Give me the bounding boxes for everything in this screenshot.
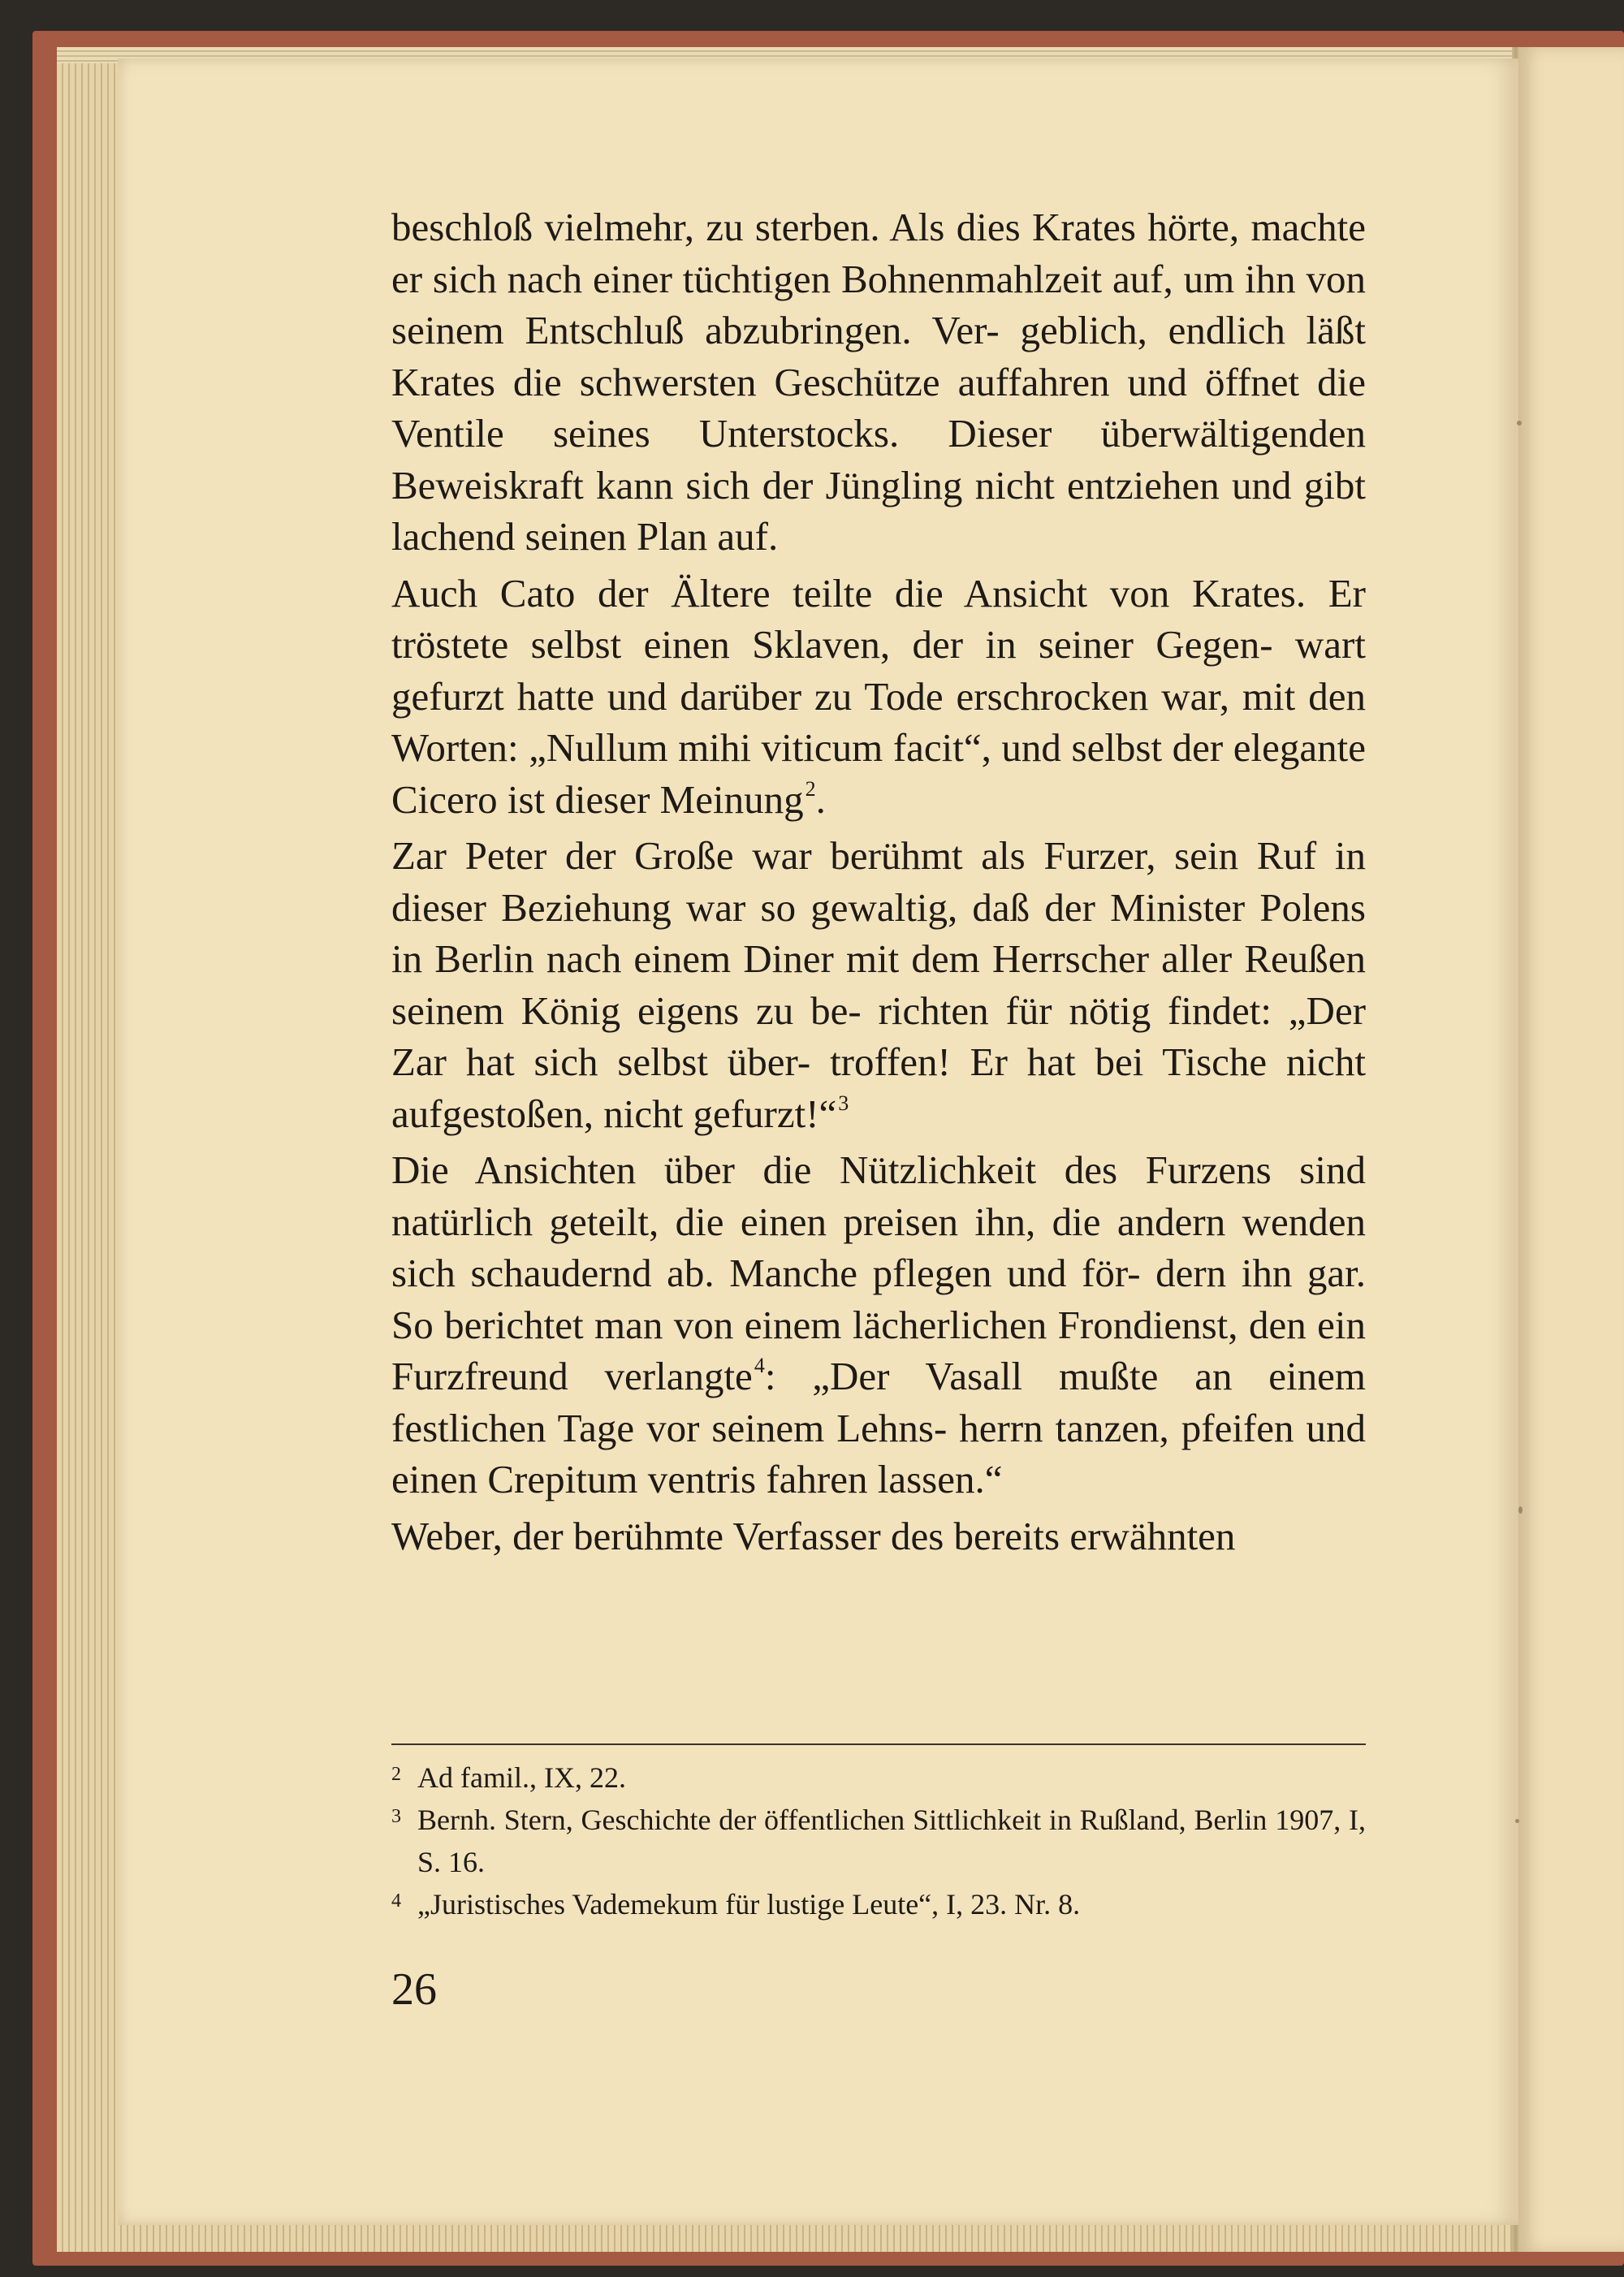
body-text (391, 201, 1366, 1562)
footnote-reference: 4 (754, 1354, 765, 1377)
facing-page (1518, 47, 1624, 2252)
text-line: auffahren und öffnet die Ventile seines Unterstocks. (391, 359, 1366, 456)
text-line: Die Ansichten über die Nützlichkeit des Furzens sind (391, 1147, 1366, 1192)
footnote-number: 3 (391, 1806, 401, 1827)
text-line: Minister Polens in Berlin nach einem Diner mit dem (391, 884, 1366, 981)
footnote-text: „Juristisches Vademekum für lustige Leute“, I, 23. Nr. 8. (417, 1888, 1081, 1921)
text-line: troffen! Er hat bei Tische nicht aufgestoßen, nicht (391, 1039, 1367, 1136)
paper-speck (1515, 1819, 1519, 1823)
footnote-text: Bernh. Stern, Geschichte der öffentlichen Sittlichkeit in Rußland, Berlin 1907, I, S. 16. (417, 1804, 1366, 1878)
text-line: Auch Cato der Ältere teilte die Ansicht von Krates. (391, 570, 1307, 616)
footnote-reference: 2 (805, 776, 816, 801)
footnote-number: 4 (391, 1890, 401, 1912)
text-line: Jüngling nicht entziehen und gibt lachend seinen Plan (391, 462, 1366, 559)
text-line: Weber, der berühmte Verfasser des bereits erwähnten (391, 1513, 1236, 1558)
text-line: Er tröstete selbst einen Sklaven, der in seiner Gegen- (391, 570, 1366, 667)
paper-speck (1517, 421, 1522, 426)
page-number: 26 (391, 1964, 437, 2015)
text-line: wart gefurzt hatte und darüber zu Tode erschrocken (391, 622, 1366, 719)
text-line: geblich, endlich läßt Krates die schwersten Geschütze (391, 308, 1367, 404)
text-line: natürlich geteilt, die einen preisen ihn, die andern (391, 1199, 1226, 1244)
text-line: Herrscher aller Reußen seinem König eigens zu be- (391, 936, 1367, 1033)
footnote-number: 2 (391, 1764, 401, 1785)
text-line: Zar Peter der Große war berühmt als Furzer, sein (391, 833, 1239, 878)
text-line: war, mit den Worten: „Nullum mihi viticum facit“, und (391, 673, 1367, 770)
text-line: selbst der elegante Cicero ist dieser Meinung (391, 725, 1367, 822)
paragraph-1 (391, 201, 1366, 563)
footnote-4 (391, 1883, 1366, 1925)
footnote-reference: 3 (838, 1091, 849, 1115)
paper-speck (1518, 1506, 1522, 1514)
paragraph-2 (391, 568, 1366, 826)
text-line: auf, um ihn von seinem Entschluß abzubringen. Ver- (391, 256, 1366, 352)
text-line: wenden sich schaudernd ab. Manche pflegen und för- (391, 1199, 1366, 1295)
text-line: herrn tanzen, pfeifen und einen Crepitum ventris fahren (391, 1405, 1366, 1501)
text-line: richten für nötig findet: „Der Zar hat sich selbst über- (391, 987, 1367, 1084)
text-line: Ruf in dieser Beziehung war so gewaltig, daß der (391, 833, 1366, 930)
footnote-divider (391, 1743, 1366, 1745)
text-line: lassen.“ (877, 1457, 1003, 1501)
text-line: auf. (717, 514, 779, 559)
text-line: dern ihn gar. So berichtet man von einem lächerlichen (391, 1251, 1366, 1347)
footnotes (391, 1756, 1366, 1925)
footnote-3 (391, 1799, 1366, 1883)
paragraph-3 (391, 830, 1366, 1139)
text-line: mußte an einem festlichen Tage vor seinem Lehns- (391, 1354, 1367, 1450)
text-line-suffix: : „Der Vasall (764, 1354, 1023, 1398)
text-line: Dieser überwältigenden Beweiskraft kann sich der (391, 411, 1367, 508)
text-line: Frondienst, den ein Furzfreund verlangte (391, 1302, 1366, 1398)
text-line: machte er sich nach einer tüchtigen Bohnenmahlzeit (391, 205, 1367, 301)
footnote-text: Ad famil., IX, 22. (417, 1761, 626, 1794)
paragraph-4 (391, 1144, 1366, 1506)
footnote-2 (391, 1756, 1366, 1799)
text-line: beschloß vielmehr, zu sterben. Als dies Krates hörte, (391, 205, 1240, 249)
text-line-suffix: . (815, 776, 826, 822)
text-line: gefurzt!“ (693, 1091, 837, 1136)
paragraph-5 (391, 1510, 1366, 1562)
